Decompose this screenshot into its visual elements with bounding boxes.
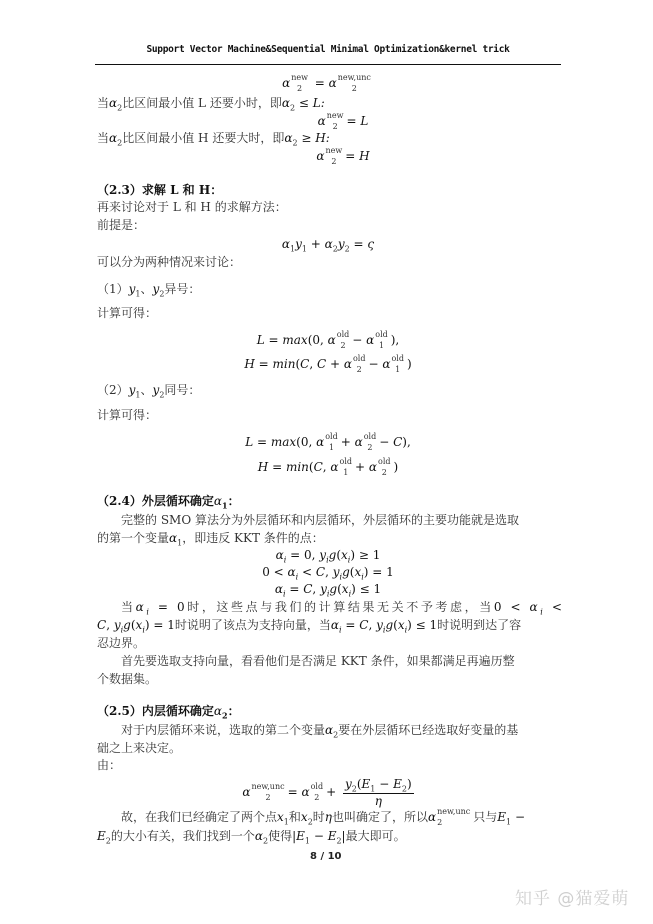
kkt-condition-3: $\alpha_i = C$, $y_ig(x_i) \le 1$ — [274, 582, 382, 599]
kkt-condition-2: $0 < \alpha_i < C$, $y_ig(x_i) = 1$ — [262, 565, 394, 582]
equation-case-2-L: L = max(0, α old 1 + α old 2 − C), — [245, 431, 411, 452]
section-2-3-heading: （2.3）求解 L 和 H： — [97, 183, 223, 197]
section-2-5-para-2-line-2: $E_2$的大小有关，我们找到一个$\alpha_2$使得$|E_1 - E_2|$最大即可。 — [97, 829, 406, 846]
section-2-4-heading: （2.4）外层循环确定$\alpha_1$： — [97, 494, 240, 511]
equation-alpha-new-H: α new 2 = H — [316, 145, 370, 166]
section-2-3-premise: 前提是： — [97, 218, 146, 232]
section-2-5-para-1-line-2: 础之上来决定。 — [97, 741, 182, 755]
text-upper-bound-case: 当$\alpha_2$比区间最小值 H 还要大时，即$\alpha_2 \ge H$: — [97, 131, 330, 148]
equation-alpha-new-L: α new 2 = L — [317, 110, 369, 131]
equation-alpha2-update: α new,unc 2 = α old 2 + $\frac{y_2(E_1 - E_2)}{\eta}$ — [242, 776, 412, 808]
text-lower-bound-case: 当$\alpha_2$比区间最小值 L 还要小时，即$\alpha_2 \le L$: — [97, 96, 325, 113]
section-2-4-para-3-line-1: 首先要选取支持向量，看看他们是否满足 KKT 条件，如果都满足再遍历整 — [121, 654, 515, 668]
page-header-title: Support Vector Machine&Sequential Minimal Optimization&kernel trick — [146, 44, 510, 55]
section-2-4-para-1-line-2: 的第一个变量$\alpha_1$，即违反 KKT 条件的点： — [97, 531, 324, 548]
section-2-4-para-3-line-2: 个数据集。 — [97, 672, 158, 686]
case-1-heading: $(1)y_1$、$y_2$异号： — [97, 282, 201, 299]
section-2-5-para-2-line-1: 故，在我们已经确定了两个点$x_1$和$x_2$时η也叫确定了，所以α new,unc 2 只与$E_1$ − — [121, 806, 525, 827]
section-2-4-para-1-line-1: 完整的 SMO 算法分为外层循环和内层循环，外层循环的主要功能就是选取 — [121, 513, 519, 527]
equation-case-1-L: L = max(0, α old 2 − α old 1 ), — [256, 329, 400, 350]
section-2-5-para-1-line-1: 对于内层循环来说，选取的第二个变量$\alpha_2$要在外层循环已经选取好变量的基 — [121, 723, 519, 740]
equation-case-1-H: H = min(C, C + α old 2 − α old 1 ) — [244, 353, 412, 374]
section-2-5-by: 由： — [97, 758, 122, 772]
section-2-4-para-2-line-3: 忍边界。 — [97, 636, 146, 650]
header-rule — [95, 64, 561, 65]
case-2-calc-label: 计算可得： — [97, 408, 158, 422]
kkt-condition-1: $\alpha_i = 0$, $y_ig(x_i) \ge 1$ — [275, 548, 381, 565]
section-2-3-cases-intro: 可以分为两种情况来讨论： — [97, 255, 242, 269]
equation-case-2-H: H = min(C, α old 1 + α old 2 ) — [257, 456, 399, 477]
section-2-4-para-2-line-1: 当$\alpha_i = 0$时，这些点与我们的计算结果无关不予考虑，当$0 < \alpha_i$ < — [121, 600, 565, 617]
page-number: 8 / 10 — [310, 851, 342, 862]
equation-constraint: $\alpha_1y_1 + \alpha_2y_2 = \varsigma$ — [281, 237, 375, 254]
case-1-calc-label: 计算可得： — [97, 306, 158, 320]
section-2-4-para-2-line-2: C, $y_ig(x_i) = 1$时说明了该点为支持向量，当$\alpha_i = C$, $y_ig(x_i) \le 1$时说明到达了容 — [97, 618, 522, 635]
equation-alpha-new-unc: α new 2 = α new,unc 2 — [282, 72, 371, 93]
section-2-5-heading: （2.5）内层循环确定$\alpha_2$： — [97, 704, 240, 721]
zhihu-watermark: 知乎 @猫爱萌 — [515, 889, 630, 909]
section-2-3-intro: 再来讨论对于 L 和 H 的求解方法： — [97, 200, 287, 214]
case-2-heading: $(2)y_1$、$y_2$同号： — [97, 383, 201, 400]
